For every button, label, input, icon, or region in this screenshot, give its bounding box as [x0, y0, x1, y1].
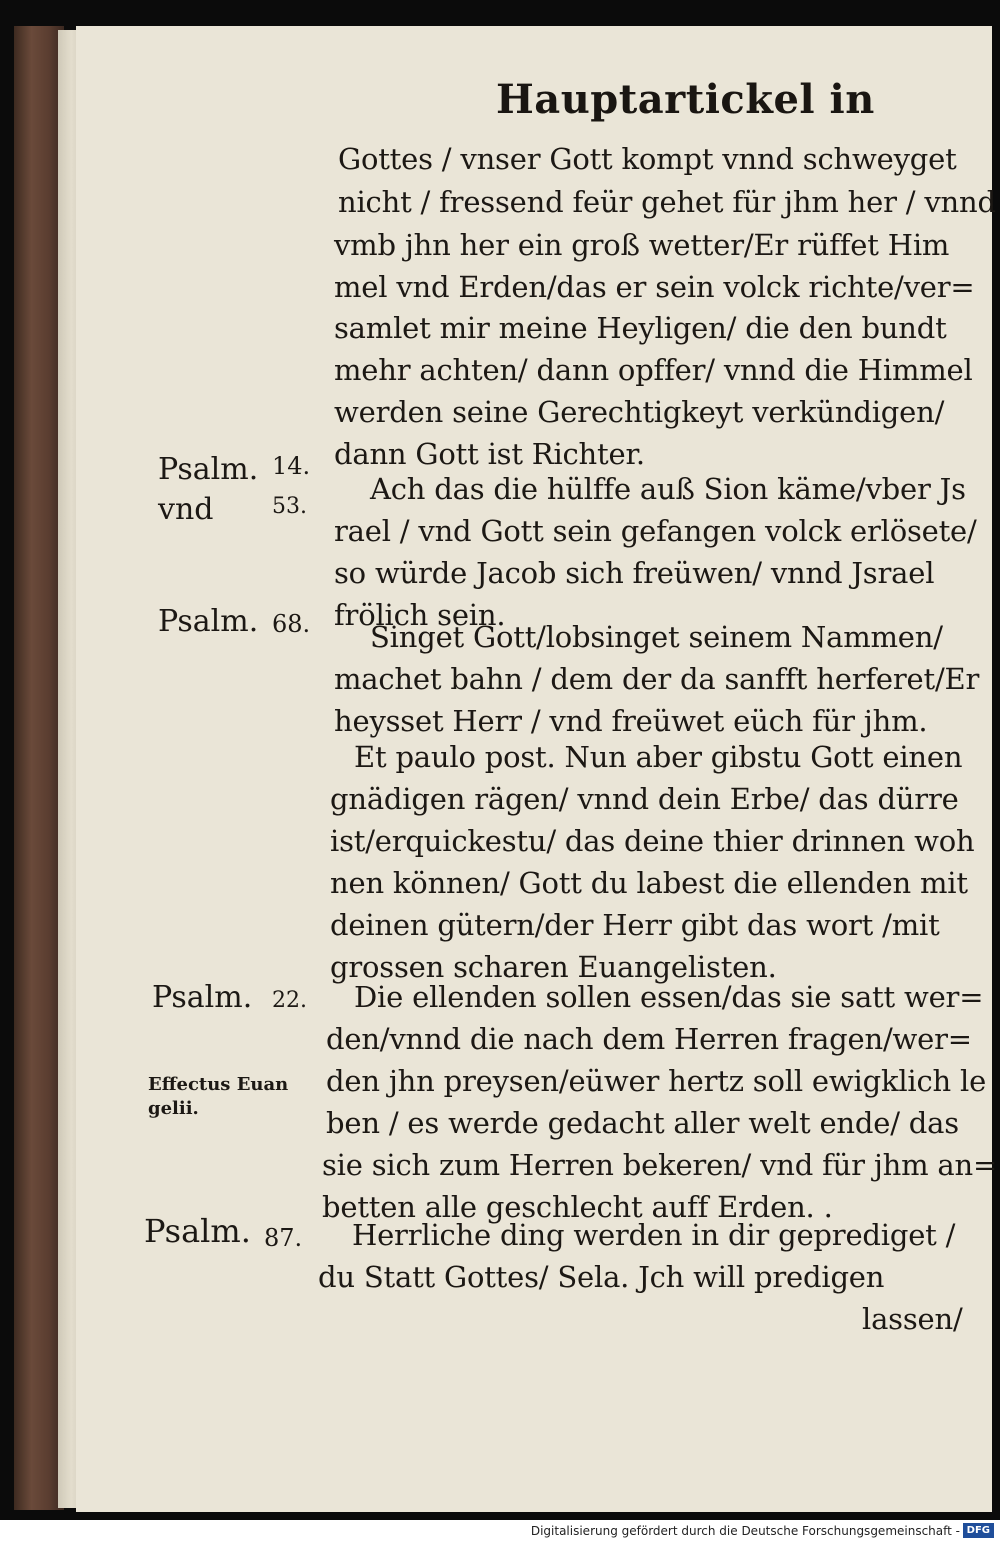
text-line: mel vnd Erden/das er sein volck richte/ver= — [334, 270, 975, 304]
book-cover-edge — [14, 26, 64, 1510]
text-line: ist/erquickestu/ das deine thier drinnen woh — [330, 824, 975, 858]
margin-ref-number: 14. — [272, 452, 311, 480]
margin-ref-number: 53. — [272, 494, 307, 519]
text-line: frölich sein. — [334, 598, 506, 632]
text-line: sie sich zum Herren bekeren/ vnd für jhm an= — [322, 1148, 998, 1182]
margin-ref-number: 68. — [272, 610, 311, 638]
digitization-credit: Digitalisierung gefördert durch die Deutsche Forschungsgemeinschaft - — [530, 1524, 960, 1538]
text-line: nen können/ Gott du labest die ellenden mit — [330, 866, 968, 900]
margin-ref-number: 87. — [264, 1224, 303, 1252]
text-line: deinen gütern/der Herr gibt das wort /mit — [330, 908, 940, 942]
text-line: den jhn preysen/eüwer hertz soll ewigklich le — [326, 1064, 987, 1098]
text-line: dann Gott ist Richter. — [334, 437, 645, 471]
text-line: rael / vnd Gott sein gefangen volck erlösete/ — [334, 514, 977, 548]
margin-gloss: gelii. — [148, 1098, 199, 1119]
text-line: nicht / fressend feür gehet für jhm her / vnnd — [338, 185, 996, 219]
text-line: Die ellenden sollen essen/das sie satt wer= — [354, 980, 984, 1014]
text-line: lassen/ — [862, 1302, 963, 1336]
text-line: Singet Gott/lobsinget seinem Nammen/ — [370, 620, 943, 654]
text-line: heysset Herr / vnd freüwet eüch für jhm. — [334, 704, 928, 738]
text-line: machet bahn / dem der da sanfft herferet/Er — [334, 662, 980, 696]
text-line: Ach das die hülffe auß Sion käme/vber Js — [370, 472, 966, 506]
margin-ref-label: Psalm. — [152, 980, 253, 1015]
margin-gloss: Effectus Euan — [148, 1074, 289, 1095]
text-line: du Statt Gottes/ Sela. Jch will predigen — [318, 1260, 885, 1294]
text-line: Gottes / vnser Gott kompt vnnd schweyget — [338, 142, 957, 176]
text-line: Herrliche ding werden in dir geprediget / — [352, 1218, 956, 1252]
margin-ref-label: Psalm. — [158, 604, 259, 639]
text-line: Et paulo post. Nun aber gibstu Gott einen — [354, 740, 963, 774]
text-line: grossen scharen Euangelisten. — [330, 950, 777, 984]
margin-ref-label: Psalm. — [144, 1212, 251, 1250]
text-line: ben / es werde gedacht aller welt ende/ das — [326, 1106, 959, 1140]
text-line: vmb jhn her ein groß wetter/Er rüffet Him — [334, 228, 950, 262]
text-line: betten alle geschlecht auff Erden. . — [322, 1190, 833, 1224]
text-line: samlet mir meine Heyligen/ die den bundt — [334, 311, 947, 345]
margin-ref-label: Psalm. — [158, 452, 259, 487]
margin-ref-label: vnd — [158, 492, 214, 527]
text-line: so würde Jacob sich freüwen/ vnnd Jsrael — [334, 556, 935, 590]
margin-ref-number: 22. — [272, 988, 307, 1013]
running-head: Hauptartickel in — [496, 76, 875, 123]
text-line: den/vnnd die nach dem Herren fragen/wer= — [326, 1022, 972, 1056]
dfg-logo: DFG — [963, 1523, 994, 1538]
text-line: gnädigen rägen/ vnnd dein Erbe/ das dürre — [330, 782, 959, 816]
text-line: werden seine Gerechtigkeyt verkündigen/ — [334, 395, 945, 429]
text-line: mehr achten/ dann opffer/ vnnd die Himmel — [334, 353, 973, 387]
